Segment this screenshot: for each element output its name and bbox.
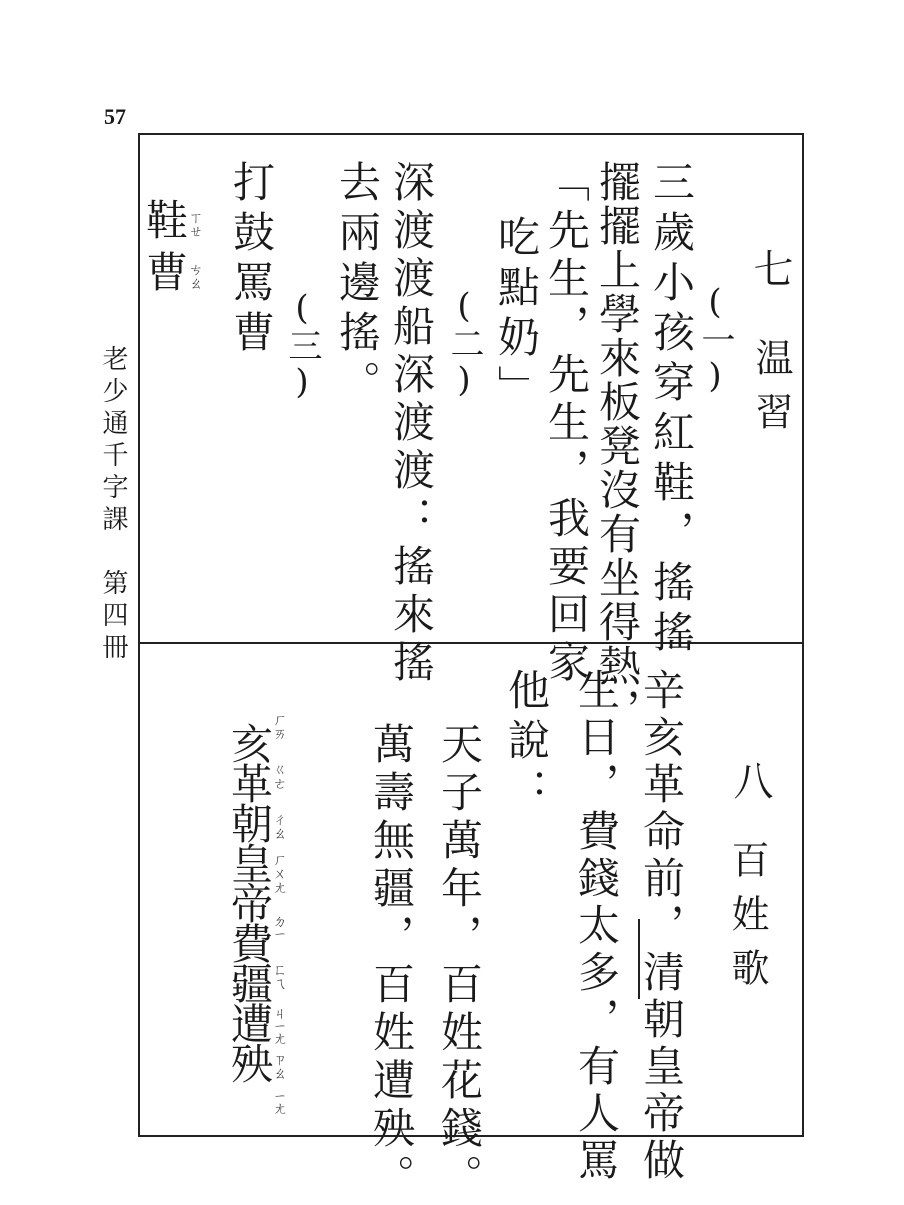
lesson8-number: 八	[727, 760, 773, 800]
lesson7-title: 温習	[749, 338, 793, 446]
vocab8-reading-huang: ㄏㄨㄤ	[271, 852, 287, 894]
vocab8-reading-di: ㄉㄧ	[271, 914, 287, 940]
song3-line1: 打鼓罵曹	[227, 160, 276, 360]
section-divider	[138, 642, 804, 644]
lesson8-title: 百姓歌	[725, 840, 769, 1002]
song3-marker: (三)	[282, 288, 322, 402]
song2-line1: 深渡渡船深渡渡：搖來搖	[387, 160, 436, 688]
song2-line2: 去兩邊搖。	[333, 160, 382, 410]
lesson8-line3: 他說：	[502, 668, 551, 818]
song1-marker: (一)	[695, 282, 735, 396]
song1-line1: 三歲小孩穿紅鞋，搖搖	[647, 160, 696, 660]
lesson8-line5: 萬壽無疆，百姓遭殃。	[367, 722, 416, 1202]
vocab7-reading-cao: ㄘㄠ	[187, 262, 203, 290]
song1-line4: 吃點奶」	[492, 215, 541, 415]
lesson8-line4: 天子萬年，百姓花錢。	[435, 722, 484, 1202]
vocab7-char-xie: 鞋	[140, 198, 189, 248]
lesson7-number: 七	[747, 248, 793, 288]
song1-line3: 「先生，先生，我要回家	[542, 160, 591, 688]
song2-marker: (二)	[444, 286, 484, 400]
vocab8-reading-jiang: ㄐㄧㄤ	[271, 1006, 287, 1046]
song1-line2: 擺擺上學來板凳沒有坐得熱，	[593, 160, 642, 732]
lesson8-line2: 生日，費錢太多，有人罵	[572, 668, 621, 1185]
lesson8-line1: 辛亥革命前，清朝皇帝做	[637, 668, 686, 1185]
page-number: 57	[104, 104, 126, 129]
vocab8-characters: 亥革朝皇帝費疆遭殃	[225, 722, 274, 1082]
vocab8-reading-fei: ㄈㄟ	[271, 962, 287, 990]
vocab8-reading-chao: ㄔㄠ	[271, 812, 287, 840]
vocab8-reading-hai: ㄏㄞ	[271, 712, 287, 740]
vocab8-reading-yang: ㄧㄤ	[271, 1090, 287, 1116]
side-book-title: 老少通千字課 第四冊	[98, 345, 128, 665]
vocab7-char-cao: 曹	[140, 250, 189, 300]
vocab8-reading-zao: ㄗㄠ	[271, 1052, 287, 1080]
vocab7-reading-xie: ㄒㄝ	[187, 210, 203, 238]
vocab8-reading-ge: ㄍㄜ	[271, 762, 287, 790]
